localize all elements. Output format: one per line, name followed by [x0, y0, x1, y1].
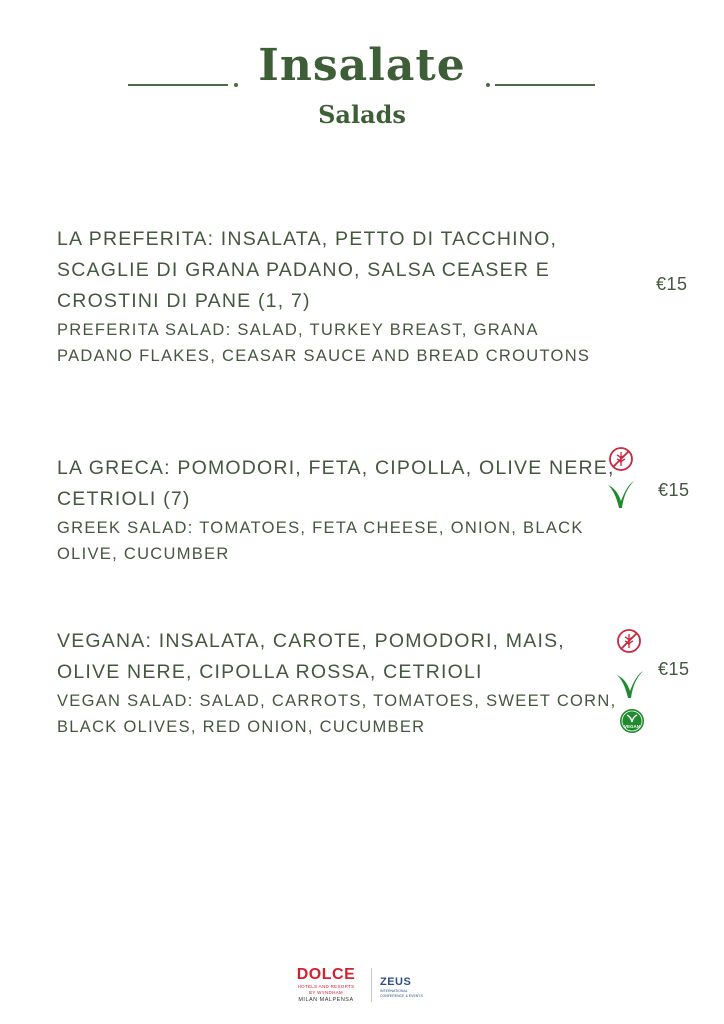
title-rule-right [495, 84, 595, 86]
menu-item-preferita [57, 224, 617, 369]
dolce-logo-subtitle: HOTELS AND RESORTS BY WYNDHAM [297, 984, 355, 995]
item-italian-description: VEGANA: INSALATA, CAROTE, POMODORI, MAIS, OLIVE NERE, CIPOLLA ROSSA, CETRIOLI [57, 630, 565, 683]
vegetarian-icon [605, 477, 637, 511]
menu-item-vegana [57, 626, 617, 740]
item-italian-description: LA PREFERITA: INSALATA, PETTO DI TACCHINO, SCAGLIE DI GRANA PADANO, SALSA CEASER E CROSTINI DI PANE (1, 7) [57, 228, 558, 312]
item-english-description: GREEK SALAD: TOMATOES, FETA CHEESE, ONION, BLACK OLIVE, CUCUMBER [57, 519, 584, 563]
footer-divider [371, 968, 372, 1002]
page-subtitle: Salads [318, 100, 406, 129]
gluten-free-icon [616, 628, 642, 654]
dolce-logo [294, 966, 358, 1004]
page-title: Insalate [258, 40, 466, 91]
dolce-logo-name: DOLCE [296, 966, 356, 983]
item-price: €15 [658, 480, 690, 500]
gluten-free-icon [608, 446, 634, 472]
zeus-logo-subtitle: INTERNATIONAL CONFERENCE & EVENTS [380, 989, 423, 998]
item-italian-description: LA GRECA: POMODORI, FETA, CIPOLLA, OLIVE NERE, CETRIOLI (7) [57, 457, 615, 510]
item-english-description: PREFERITA SALAD: SALAD, TURKEY BREAST, GRANA PADANO FLAKES, CEASAR SAUCE AND BREAD CROUTONS [57, 321, 591, 365]
item-english-description: VEGAN SALAD: SALAD, CARROTS, TOMATOES, SWEET CORN, BLACK OLIVES, RED ONION, CUCUMBER [57, 692, 617, 736]
footer [0, 966, 724, 1006]
dolce-logo-location: MILAN MALPENSA [298, 997, 354, 1003]
zeus-logo [380, 976, 424, 999]
title-rule-dot-right [486, 83, 490, 87]
item-price: €15 [656, 274, 688, 294]
menu-item-greca [57, 453, 617, 567]
vegan-icon-label: VEGAN [623, 724, 641, 729]
zeus-logo-name: ZEUS [380, 976, 412, 988]
vegetarian-icon [614, 667, 646, 701]
vegan-icon [618, 707, 646, 735]
item-price: €15 [658, 659, 690, 679]
